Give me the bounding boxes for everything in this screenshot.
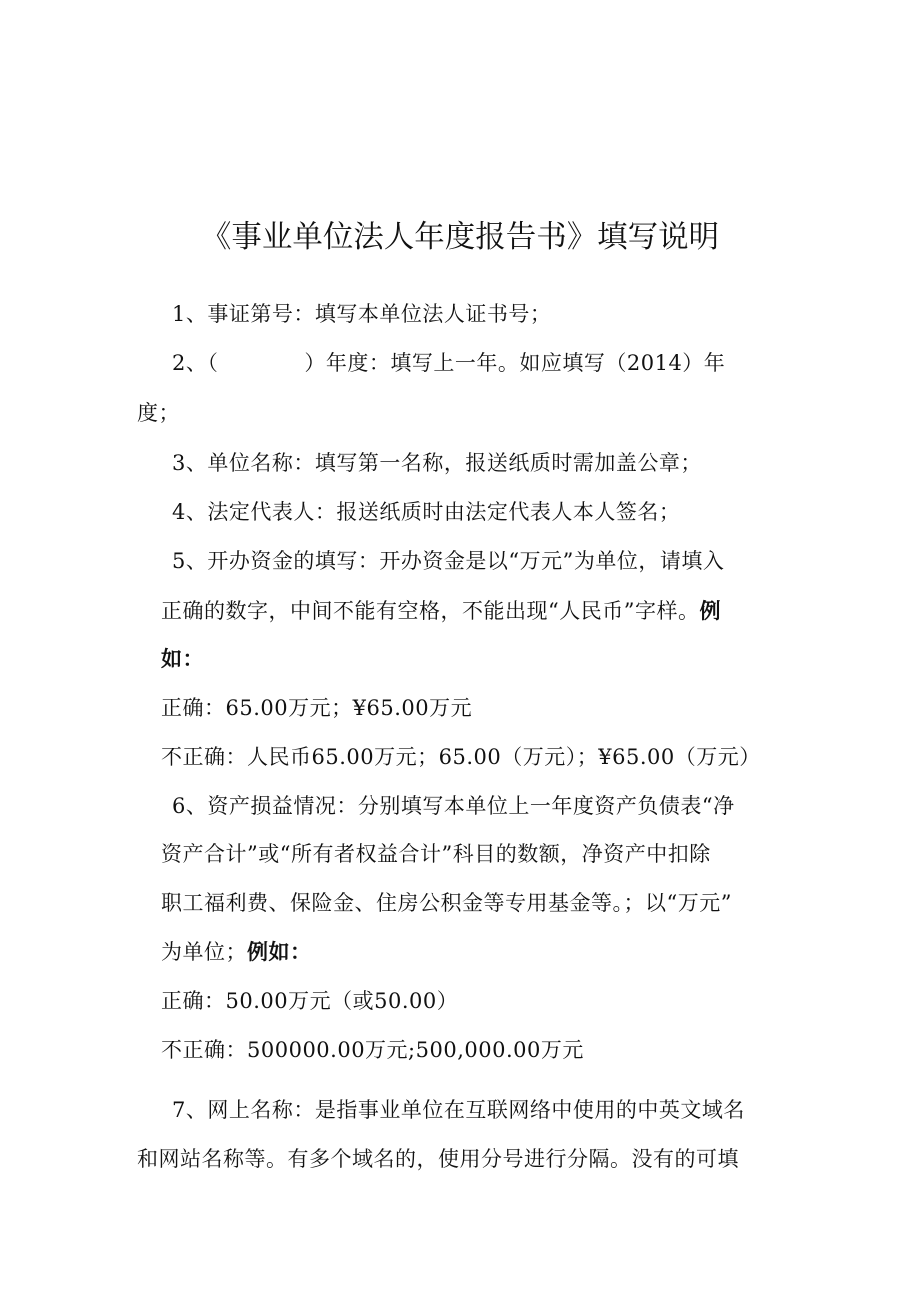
item-5-incorrect-example: 不正确：人民币65.00万元；65.00（万元）；¥65.00（万元） xyxy=(161,745,761,769)
item-6-incorrect-example: 不正确：500000.00万元;500,000.00万元 xyxy=(161,1038,584,1062)
item-4: 4、法定代表人：报送纸质时由法定代表人本人签名； xyxy=(172,500,681,524)
item-3: 3、单位名称：填写第一名称，报送纸质时需加盖公章； xyxy=(172,451,702,475)
item-5-correct-example: 正确：65.00万元；¥65.00万元 xyxy=(161,696,473,720)
item-5-line-2-text: 正确的数字，中间不能有空格，不能出现“人民币”字样。 xyxy=(161,599,700,623)
item-2-line-1: 2、（ ）年度：填写上一年。如应填写（2014）年 xyxy=(172,351,726,375)
item-6-example-label: 例如： xyxy=(247,940,312,964)
item-5-line-1: 5、开办资金的填写：开办资金是以“万元”为单位，请填入 xyxy=(172,549,725,573)
item-7-line-1: 7、网上名称：是指事业单位在互联网络中使用的中英文域名 xyxy=(172,1098,745,1122)
item-2-line-2: 度； xyxy=(137,401,180,425)
item-6-line-1: 6、资产损益情况：分别填写本单位上一年度资产负债表“净 xyxy=(172,794,735,818)
item-5-line-2 xyxy=(161,595,721,625)
item-6-line-2: 资产合计”或“所有者权益合计”科目的数额，净资产中扣除 xyxy=(161,842,711,866)
item-6-line-4-text: 为单位； xyxy=(161,940,247,964)
item-6-line-4 xyxy=(161,936,312,966)
item-7-line-2: 和网站名称等。有多个域名的，使用分号进行分隔。没有的可填 xyxy=(137,1147,739,1171)
item-5-example-label-start: 例 xyxy=(699,599,721,623)
page-title: 《事业单位法人年度报告书》填写说明 xyxy=(200,220,720,255)
item-1: 1、事证第号：填写本单位法人证书号； xyxy=(172,302,552,326)
item-6-line-3: 职工福利费、保险金、住房公积金等专用基金等。；以“万元” xyxy=(161,891,732,915)
item-6-correct-example: 正确：50.00万元（或50.00） xyxy=(161,989,459,1013)
item-5-example-label-end: 如： xyxy=(161,647,204,671)
